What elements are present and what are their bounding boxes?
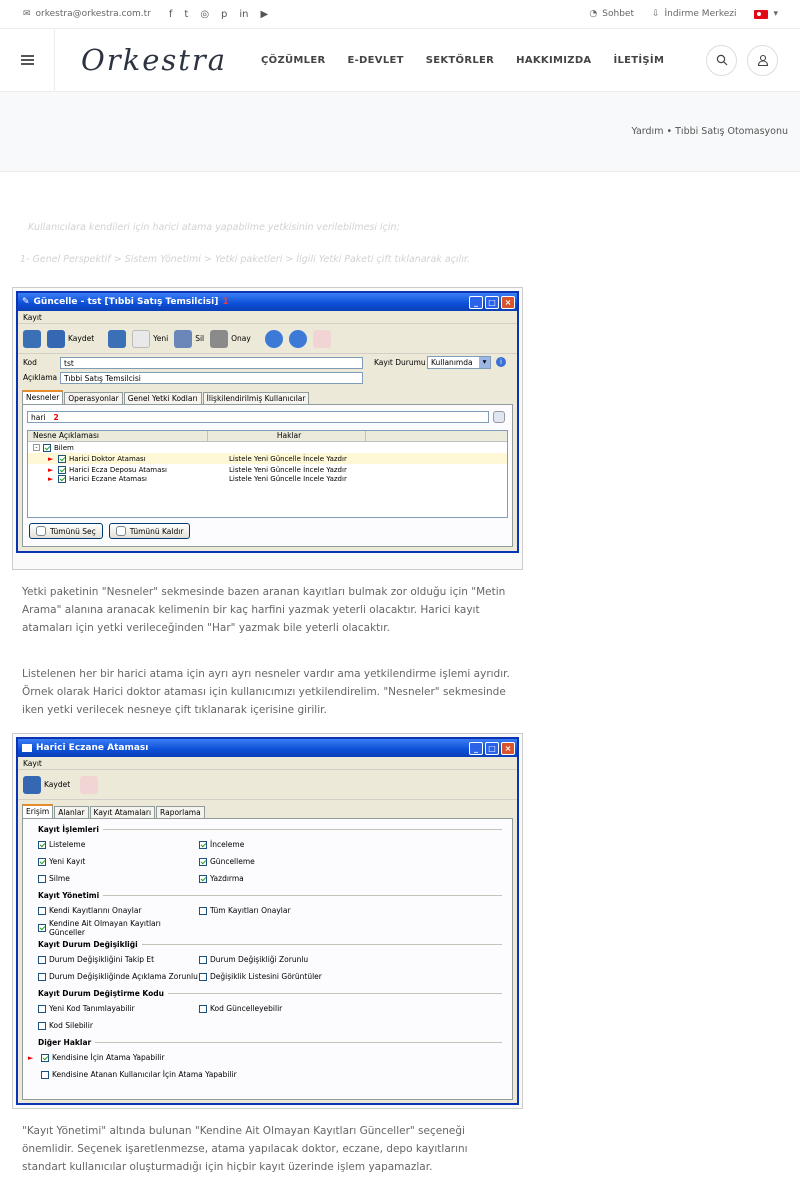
tabs [18,806,517,818]
close-icon[interactable]: × [501,742,515,755]
save-button[interactable] [47,330,94,348]
permission-checkbox[interactable] [38,1022,46,1030]
permission-option[interactable] [38,1000,199,1017]
screenshot-yetki-paketi [12,287,523,570]
maximize-icon[interactable]: □ [485,742,499,755]
section-kayit-islemleri [38,823,502,836]
permission-option[interactable] [199,853,360,870]
table-row[interactable] [28,453,507,464]
permission-option[interactable] [38,853,199,870]
floppy-icon [47,330,65,348]
intro-line-1: Kullanıcılara kendileri için harici atama yapabilme yetkisinin verilebilmesi için; [28,222,400,233]
toolbar [18,324,517,354]
menu-icon [21,59,34,61]
pointer-arrow-icon: ► [48,465,54,474]
root-checkbox[interactable] [43,444,51,452]
permission-checkbox[interactable] [199,1005,207,1013]
nav-item-e-devlet[interactable]: E-DEVLET [347,54,404,66]
permission-option[interactable] [199,870,360,887]
hamburger-menu-button[interactable] [0,29,55,92]
row-name: Harici Ecza Deposu Ataması [69,465,167,474]
mail-icon: ✉ [23,9,31,19]
section-title: Kayıt Durum Değişikliği [38,940,138,949]
window-title-bar [18,293,517,311]
status-label: Kayıt Durumu [374,358,426,367]
section-title: Kayıt Yönetimi [38,891,100,900]
tabs [18,392,517,404]
marker-2: 2 [53,413,59,422]
permission-label: Kendisine Atanan Kullanıcılar İçin Atama Yapabilir [52,1070,237,1079]
download-center-link[interactable] [652,9,736,19]
row-checkbox[interactable] [58,475,66,483]
permission-label: Yeni Kayıt [49,857,86,866]
permission-option[interactable] [199,951,360,968]
social-links [169,9,268,20]
row-checkbox[interactable] [58,455,66,463]
status-value: Kullanımda [431,358,473,367]
durum-degisikligi-options [38,951,502,985]
floppy-icon [23,776,41,794]
permission-label: Durum Değişikliği Zorunlu [210,955,309,964]
kod-field[interactable]: tst [60,357,363,369]
user-icon [757,54,769,66]
menu-kayit[interactable]: Kayıt [18,311,517,324]
nav-item-iletisim[interactable]: İLETİŞİM [613,54,665,66]
kayit-yonetimi-options [38,902,502,936]
select-all-button[interactable] [29,523,103,539]
window-title: Harici Eczane Ataması [36,743,149,753]
section-durum-degistirme-kodu [38,987,502,1000]
tab-nesneler[interactable]: Nesneler [22,390,63,404]
pinterest-icon[interactable]: p [221,8,228,20]
permission-option[interactable] [38,968,199,985]
permission-label: İnceleme [210,840,245,849]
permission-checkbox[interactable] [38,875,46,883]
breadcrumb-current: Tıbbi Satış Otomasyonu [675,126,788,137]
permission-label: Durum Değişikliğinde Açıklama Zorunlu [49,972,198,981]
permission-option[interactable] [199,968,360,985]
twitter-icon[interactable]: t [184,8,189,20]
select-all-label: Tümünü Seç [50,526,96,536]
tab-iliskilendirilmis-kullanicilar[interactable]: İlişkilendirilmiş Kullanıcılar [203,392,310,404]
nesneler-pane [22,404,513,547]
permission-label: Silme [49,874,70,883]
maximize-icon[interactable]: □ [485,296,499,309]
approve-icon [210,330,228,348]
permission-option[interactable] [38,1066,502,1083]
paragraph-3: "Kayıt Yönetimi" altında bulunan "Kendine Ait Olmayan Kayıtları Günceller" seçeneği önemlidir. Seçenek işaretlenmezse, atama yapılacak doktor, eczane, depo kayıtlarını standart kullanıcılar oluşturmadığı için hiçbir kayıt üzerinde işlem yapamazlar. [22,1125,468,1173]
permission-label: Durum Değişikliğini Takip Et [49,955,155,964]
top-bar [0,0,800,29]
row-rights: Listele Yeni Güncelle İncele Yazdır [229,465,347,474]
breadcrumb [0,92,800,172]
save-button[interactable] [23,776,70,794]
paragraph-2: Listelenen her bir harici atama için ayrı ayrı nesneler vardır ama yetkilendirme işlemi ayrıdır. Örnek olarak Harici doktor ataması için kullanıcımızı yetkilendirelim. "Nesneler" sekmesinde iken yetki verilecek nesneye çift tıklanarak içerisine girilir. [22,668,510,716]
up-arrow-icon[interactable] [265,330,283,348]
collapse-icon[interactable]: - [33,444,40,451]
screenshot-harici-eczane [12,733,523,1109]
row-rights: Listele Yeni Güncelle İncele Yazdır [229,454,347,463]
download-text: İndirme Merkezi [664,9,737,19]
permission-checkbox[interactable] [199,858,207,866]
tab-alanlar[interactable]: Alanlar [54,806,88,818]
chat-text: Sohbet [602,9,634,19]
nav-item-cozumler[interactable]: ÇÖZÜMLER [261,54,326,66]
search-value: hari [31,413,46,422]
aciklama-label: Açıklama [23,373,58,382]
table-row[interactable] [28,464,507,475]
app-icon: ✎ [22,297,30,307]
tab-operasyonlar[interactable]: Operasyonlar [64,392,122,404]
row-checkbox[interactable] [58,466,66,474]
durum-kodu-options [38,1000,502,1034]
nav-item-hakkimizda[interactable]: HAKKIMIZDA [516,54,592,66]
permission-checkbox[interactable] [38,924,46,932]
deselect-all-button[interactable] [109,523,191,539]
download-icon: ⇩ [651,9,660,19]
kayit-islemleri-options [38,836,502,887]
email-text: orkestra@orkestra.com.tr [35,9,151,19]
close-icon[interactable]: × [501,296,515,309]
status-select[interactable] [427,356,491,369]
section-kayit-yonetimi [38,889,502,902]
breadcrumb-separator: • [666,126,673,137]
permission-label: Kendi Kayıtlarını Onaylar [49,906,142,915]
permission-label: Listeleme [49,840,86,849]
new-label: Yeni [153,334,169,343]
permission-option[interactable] [199,1000,360,1017]
permission-option[interactable] [38,951,199,968]
chat-link[interactable] [589,9,634,19]
permission-checkbox[interactable] [199,841,207,849]
section-title: Kayıt İşlemleri [38,825,99,834]
tab-raporlama[interactable]: Raporlama [156,806,205,818]
bell-icon: ◔ [589,9,598,19]
permission-checkbox[interactable] [41,1054,49,1062]
root-label: Bilem [54,443,74,452]
intro-line-2: 1- Genel Perspektif > Sistem Yönetimi > Yetki paketleri > İlgili Yetki Paketi çift tıklanarak açılır. [20,254,470,265]
permission-label: Değişiklik Listesini Görüntüler [210,972,322,981]
user-button[interactable] [747,45,778,76]
permission-option[interactable] [38,919,199,936]
row-rights: Listele Yeni Güncelle İncele Yazdır [229,475,347,483]
minimize-icon[interactable]: _ [469,296,483,309]
grid-header [28,431,507,442]
list-icon [116,526,126,536]
youtube-icon[interactable]: ▶ [260,8,269,20]
breadcrumb-home[interactable]: Yardım [631,126,664,137]
permission-label: Kendisine İçin Atama Yapabilir [52,1053,165,1062]
permission-option[interactable] [38,870,199,887]
permission-checkbox[interactable] [199,973,207,981]
erisim-pane [22,818,513,1100]
permission-option[interactable] [199,902,360,919]
tab-erisim[interactable]: Erişim [22,804,53,818]
approve-label: Onay [231,334,251,343]
window-title: Güncelle - tst [Tıbbi Satış Temsilcisi] [33,297,219,307]
permission-checkbox[interactable] [38,841,46,849]
table-row[interactable] [28,475,507,483]
caret-down-icon: ▾ [773,9,778,19]
permission-label: Yazdırma [210,874,244,883]
save-new-icon[interactable] [23,330,41,348]
delete-button[interactable] [174,330,204,348]
section-title: Diğer Haklar [38,1038,92,1047]
permission-label: Kod Güncelleyebilir [210,1004,283,1013]
permission-checkbox[interactable] [199,956,207,964]
row-name: Harici Doktor Ataması [69,454,146,463]
permission-checkbox[interactable] [199,907,207,915]
info-icon[interactable]: i [496,357,506,367]
delete-icon [174,330,192,348]
permission-label: Tüm Kayıtları Onaylar [210,906,291,915]
toolbar [18,770,517,800]
search-icon [716,54,728,66]
instagram-icon[interactable]: ◎ [200,8,210,20]
pointer-arrow-icon: ► [48,475,54,483]
permission-checkbox[interactable] [38,973,46,981]
pointer-arrow-icon: ► [28,1053,34,1062]
turkey-flag-icon [754,10,768,19]
tab-genel-yetki-kodlari[interactable]: Genel Yetki Kodları [124,392,202,404]
permission-checkbox[interactable] [38,858,46,866]
permission-label: Kendine Ait Olmayan Kayıtları Günceller [49,918,161,937]
permission-checkbox[interactable] [38,956,46,964]
down-arrow-icon[interactable] [289,330,307,348]
tab-kayit-atamalari[interactable]: Kayıt Atamaları [90,806,156,818]
permission-checkbox[interactable] [199,875,207,883]
aciklama-field[interactable]: Tıbbi Satış Temsilcisi [60,372,363,384]
permission-option[interactable] [28,1049,502,1066]
list-icon [36,526,46,536]
section-diger-haklar [38,1036,502,1049]
main-nav [0,29,800,92]
permission-checkbox[interactable] [41,1071,49,1079]
deselect-all-label: Tümünü Kaldır [129,526,184,536]
row-name: Harici Eczane Ataması [69,475,147,483]
permission-option[interactable] [38,836,199,853]
permission-checkbox[interactable] [38,907,46,915]
permission-label: Yeni Kod Tanımlayabilir [49,1004,135,1013]
menu-kayit[interactable]: Kayıt [18,757,517,770]
form-header [18,354,517,388]
permission-label: Kod Silebilir [49,1021,93,1030]
language-selector[interactable] [754,9,778,19]
nav-menu [261,55,664,66]
permission-option[interactable] [199,836,360,853]
permission-checkbox[interactable] [38,1005,46,1013]
text-search-input[interactable] [27,411,489,423]
clear-search-icon[interactable] [493,411,505,423]
section-kayit-durum-degisikligi [38,938,502,951]
save-label: Kaydet [44,780,71,789]
check-icon[interactable] [80,776,98,794]
col-haklar[interactable]: Haklar [208,431,366,441]
paragraph-1: Yetki paketinin "Nesneler" sekmesinde bazen aranan kayıtları bulmak zor olduğu için "Metin Arama" alanına aranacak kelimenin bir kaç harfini yazmak yeterli olacaktır. Harici kayıt atamaları için yetki verileceğinden "Har" yazmak bile yeterli olacaktır. [22,586,506,634]
col-nesne-aciklamasi[interactable]: Nesne Açıklaması [28,431,208,441]
facebook-icon[interactable]: f [168,8,173,20]
logo[interactable]: Orkestra [81,43,228,77]
linkedin-icon[interactable]: in [239,8,249,20]
save-label: Kaydet [68,334,95,343]
delete-label: Sil [195,334,205,343]
pointer-arrow-icon: ► [48,454,54,463]
approve-button[interactable] [210,330,251,348]
check-icon[interactable] [313,330,331,348]
permission-option[interactable] [38,902,199,919]
window-guncelle [16,291,519,553]
minimize-icon[interactable]: _ [469,742,483,755]
window-title-bar [18,739,517,757]
permission-label: Güncelleme [210,857,255,866]
dropdown-icon: ▾ [479,357,490,368]
app-icon [22,744,32,752]
kod-label: Kod [23,358,37,367]
new-doc-icon [132,330,150,348]
nav-item-sektorler[interactable]: SEKTÖRLER [425,54,495,66]
tree-root-row[interactable] [28,442,507,453]
diger-haklar-options [28,1049,502,1083]
objects-grid [27,430,508,518]
search-button[interactable] [706,45,737,76]
article [0,220,520,1176]
section-title: Kayıt Durum Değiştirme Kodu [38,989,164,998]
email-link[interactable] [23,9,151,19]
permission-option[interactable] [38,1017,199,1034]
marker-1: 1 [222,297,229,307]
save-copy-icon[interactable] [108,330,126,348]
window-harici-eczane [16,737,519,1105]
new-button[interactable] [132,330,168,348]
